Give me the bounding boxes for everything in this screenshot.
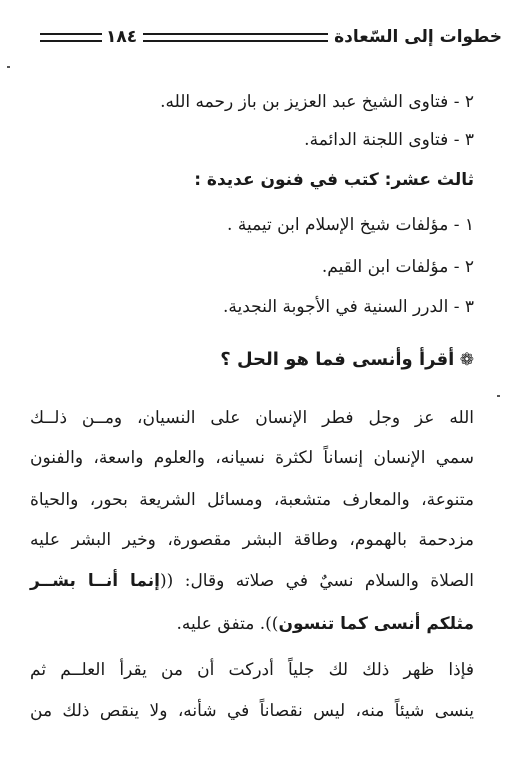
running-title: خطوات إلى السّعادة <box>334 27 502 47</box>
paragraph-line: ينسى شيئاً منه، ليس نقصاناً في شأنه، ولا ينقص ذلك من <box>30 701 474 721</box>
paragraph-line <box>30 612 474 636</box>
paragraph-line: فإذا ظهر ذلك لك جلياً أدركت أن من يقرأ العلــم ثم <box>30 660 474 680</box>
question-heading <box>30 348 474 372</box>
hadith-quote: مثلكم أنسى كما تنسون <box>278 614 474 634</box>
scan-speck <box>7 66 10 68</box>
page-number: ١٨٤ <box>106 27 138 47</box>
flower-bullet-icon: ❁ <box>459 350 474 370</box>
header-rule-end <box>40 33 102 42</box>
paragraph-line: متنوعة، والمعارف متشعبة، ومسائل الشريعة بحور، والحياة <box>30 490 474 510</box>
list-item: ١ - مؤلفات شيخ الإسلام ابن تيمية . <box>227 215 474 235</box>
list-item: ٣ - الدرر السنية في الأجوبة النجدية. <box>222 297 474 317</box>
scan-speck <box>497 395 500 397</box>
paragraph-line: سمي الإنسان إنساناً لكثرة نسيانه، والعلوم واسعة، والفنون <box>30 448 474 468</box>
paragraph-text: )). متفق عليه. <box>176 614 279 634</box>
paragraph-line: الله عز وجل فطر الإنسان على النسيان، ومــن ذلــك <box>30 408 474 428</box>
list-item: ٣ - فتاوى اللجنة الدائمة. <box>304 130 474 150</box>
paragraph-line: مزدحمة بالهموم، وطاقة البشر مقصورة، وخير البشر عليه <box>30 530 474 550</box>
list-item: ٢ - فتاوى الشيخ عبد العزيز بن باز رحمه الله. <box>160 92 474 112</box>
question-title: أقرأ وأنسى فما هو الحل ؟ <box>220 349 455 370</box>
section-heading: ثالث عشر: كتب في فنون عديدة : <box>194 170 474 190</box>
paragraph-text: الصلاة والسلام نسيٌ في صلاته وقال: (( <box>160 571 474 591</box>
hadith-quote: إنما أنــا بشــر <box>30 571 161 591</box>
list-item: ٢ - مؤلفات ابن القيم. <box>321 257 474 277</box>
page-header <box>40 22 502 52</box>
header-rule <box>143 33 328 42</box>
paragraph-line <box>30 569 474 593</box>
